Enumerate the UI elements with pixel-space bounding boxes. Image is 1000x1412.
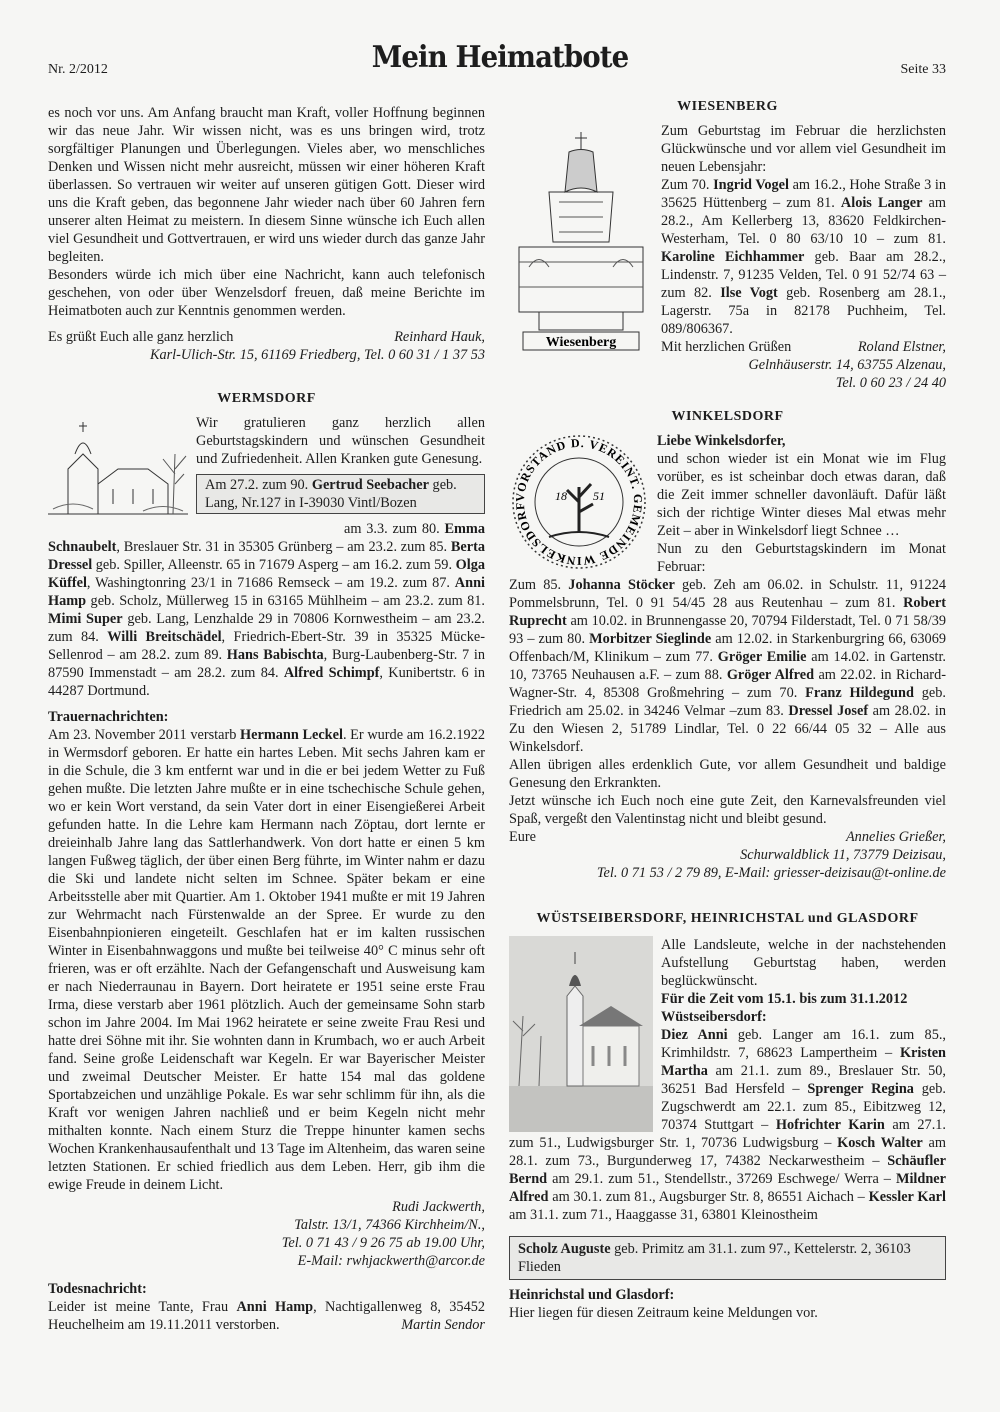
person-name: Ilse Vogt [720,285,778,301]
winkelsdorf-paragraph: Nun zu den Geburtstagskindern im Monat Februar: [657,541,946,575]
winkelsdorf-eure: Eure [509,829,536,845]
wiesenberg-section [509,122,946,392]
winkelsdorf-paragraph: und schon wieder ist ein Monat wie im Flug vorüber, es ist scheinbar doch etwas daran, daß die Zeit immer schneller davonläuft. Dafür läßt sich der richtige Winter dieses Mal etwas mehr Zeit – aber in Winkelsdorf liegt Schnee … [657,451,946,539]
church-photo [509,936,653,1132]
period-heading: Für die Zeit vom 15.1. bis zum 31.1.2012 [661,991,908,1007]
wermsdorf-section [48,414,485,700]
winkelsdorf-paragraph: Jetzt wünsche ich Euch noch eine gute Zeit, den Karnevalsfreunden viel Spaß, vergeßt den Valentinstag nicht und bleibt gesund. [509,793,946,827]
section-title-wuestseibersdorf: WÜSTSEIBERSDORF, HEINRICHSTAL und GLASDORF [536,911,919,926]
signature-name: Reinhard Hauk, [394,329,485,345]
wermsdorf-church-sketch [48,414,188,526]
person-name: Emma Schnaubelt [48,521,485,555]
sig-line: Talstr. 13/1, 74366 Kirchheim/N., [294,1217,485,1233]
winkelsdorf-salutation: Liebe Winkelsdorfer, [657,433,786,449]
person-name: Karoline Eichhammer [661,249,805,265]
issue-number: Nr. 2/2012 [48,62,108,77]
sig-line: Tel. 0 60 23 / 24 40 [835,375,946,391]
winkelsdorf-birthdays: Zum 85. Johanna Stöcker geb. Zeh am 06.02. in Schulstr. 11, 91224 Pommelsbrunn, Tel. 0 91 54/45 28 aus Reutenhau – zum 81. Robert Ruprecht am 10.02. in Brunnengasse 20, 70794 Filderstadt, Tel. 0 71 58/39 93 – zum 80. Morbitzer Sieglinde am 12.02. in Starkenburgring 66, 63069 Offenbach/M, Klinikum – zum 77. Gröger Emilie am 14.02. in Gartenstr. 10, 73765 Neuhausen a.F. – zum 88. Gröger Alfred am 22.02. in Richard-Wagner-Str. 4, 85308 Großmehring – zum 70. Franz Hildegund geb. Friedrich am 25.02. in 34246 Velmar –zum 83. Dressel Josef am 28.02. in Zu den Wiesen 2, 51789 Lindlar, Tel. 0 22 66/44 05 32 – Alle aus Winkelsdorf. [509,577,946,755]
seal-year-right: 51 [593,489,605,503]
sig-line: Gelnhäuserstr. 14, 63755 Alzenau, [748,357,946,373]
person-name: Schäufler Bernd [509,1153,946,1187]
section-title-wermsdorf: WERMSDORF [217,391,316,406]
person-name: Kosch Walter [837,1135,923,1151]
wiesenberg-greeting: Mit herzlichen Grüßen [661,339,792,355]
highlight-box-seebacher: Am 27.2. zum 90. Gertrud Seebacher geb. Lang, Nr.127 in I-39030 Vintl/Bozen [196,474,485,514]
subsection-title: Wüstseibersdorf: [661,1009,767,1025]
section-title-wiesenberg: WIESENBERG [677,99,778,114]
section-title-trauer: Trauernachrichten: [48,709,169,725]
person-name: Diez Anni [661,1027,728,1043]
sig-email: E-Mail: rwhjackwerth@arcor.de [297,1253,485,1269]
person-name: Mildner Alfred [509,1171,946,1205]
seal-year-left: 18 [555,489,567,503]
wuestseibersdorf-intro: Alle Landsleute, welche in der nachstehenden Aufstellung Geburtstag haben, werden beglückwünscht. [661,937,946,989]
seal-text: VORSTAND D. VEREINT. GEMEINDE WINKELSDORF [512,435,646,569]
wiesenberg-intro: Zum Geburtstag im Februar die herzlichsten Glückwünsche und vor allem viel Gesundheit im neuen Lebensjahr: [661,123,946,175]
wermsdorf-intro: Wir gratulieren ganz herzlich allen Geburtstagskindern und wünschen Gesundheit und Zufriedenheit. Allen Kranken gute Genesung. [196,415,485,467]
wiesenberg-image-label: Wiesenberg [545,335,617,350]
person-name: Alfred Schimpf [283,665,380,681]
right-column [509,98,946,1322]
publication-title: Mein Heimatbote [371,40,629,75]
section-title-tod: Todesnachricht: [48,1281,147,1297]
sig-email: Tel. 0 71 53 / 2 79 89, E-Mail: griesser-deizisau@t-online.de [596,865,946,881]
person-name: Hermann Leckel [240,727,343,743]
wermsdorf-birthdays: am 3.3. zum 80. Emma Schnaubelt, Breslauer Str. 31 in 35305 Grünberg – am 23.2. zum 85. Berta Dressel geb. Spiller, Alleenstr. 65 in 71679 Asperg – am 16.2. zum 59. Olga Küffel, Washingtonring 23/1 in 71686 Remseck – am 19.2. zum 87. Anni Hamp geb. Scholz, Müllerweg 15 in 63165 Mühlheim – am 23.2. zum 81. Mimi Super geb. Lang, Lenzhalde 29 in 70806 Kornwestheim – am 23.2. zum 84. Willi Breitschädel, Friedrich-Ebert-Str. 39 in 35325 Mücke-Sellenrod – am 28.2. zum 89. Hans Babischta, Burg-Laubenberg-Str. 7 in 87590 Immenstadt – am 28.2. zum 84. Alfred Schimpf, Kunibertstr. 6 in 44287 Dortmund. [48,521,485,699]
sig-line: Tel. 0 71 43 / 9 26 75 ab 19.00 Uhr, [281,1235,485,1251]
person-name: Gertrud Seebacher [311,477,429,493]
person-name: Hans Babischta [226,647,324,663]
person-name: Scholz Auguste [518,1241,611,1257]
person-name: Dressel Josef [788,703,869,719]
person-name: Robert Ruprecht [509,595,946,629]
person-name: Morbitzer Sieglinde [589,631,712,647]
section-title-winkelsdorf: WINKELSDORF [671,409,784,424]
winkelsdorf-seal [509,432,649,572]
person-name: Johanna Stöcker [568,577,675,593]
page-number: Seite 33 [900,62,946,77]
intro-paragraph: es noch vor uns. Am Anfang braucht man Kraft, voller Hoffnung beginnen wir das neue Jahr. Wir wissen nicht, was es uns bringen wird, trotz sorgfältiger Planungen und Überlegungen. Vieles aber, wo menschliches Denken und Wissen nicht mehr ausreicht, müssen wir einer höheren Kraft überlassen. So vertrauen wir weiter auf unseren gütigen Gott. Dieser wird uns die Kraft geben, das begonnene Jahr wieder nach über 60 Jahren fern unserer alten Heimat zu meistern. In diesem Sinne wünsche ich Euch allen viel Gesundheit und Gottvertrauen, er wird uns wieder durch das ganze Jahr begleiten. [48,105,485,265]
person-name: Berta Dressel [48,539,485,573]
person-name: Kessler Karl [868,1189,946,1205]
person-name: Hofrichter Karin [775,1117,885,1133]
person-name: Gröger Alfred [726,667,815,683]
wuestseibersdorf-section [509,936,946,1224]
winkelsdorf-section [509,432,946,882]
person-name: Anni Hamp [48,575,485,609]
subsection-title-heinrichstal: Heinrichstal und Glasdorf: [509,1287,675,1303]
death-notice: Leider ist meine Tante, Frau Anni Hamp, Nachtigallenweg 8, 35452 Heuchelheim am 19.11.2011 verstorben. [48,1299,486,1333]
wiesenberg-birthdays: Zum 70. Ingrid Vogel am 16.2., Hohe Straße 3 in 35625 Hüttenberg – zum 81. Alois Langer am 28.2., Am Kellerberg 13, 83620 Feldkirchen-Westerham, Tel. 0 80 63/10 10 – zum 81. Karoline Eichhammer geb. Baar am 28.2., Lindenstr. 7, 91235 Velden, Tel. 0 91 52/74 63 – zum 82. Ilse Vogt geb. Rosenberg am 28.1., Lagerstr. 75a in 82178 Puchheim, Tel. 089/806367. [661,177,946,337]
signature-name: Annelies Grießer, [845,829,946,845]
person-name: Kristen Martha [661,1045,946,1079]
signature-address: Karl-Ulich-Str. 15, 61169 Friedberg, Tel. 0 60 31 / 1 37 53 [149,347,485,363]
person-name: Sprenger Regina [807,1081,914,1097]
person-name: Olga Küffel [48,557,485,591]
person-name: Anni Hamp [236,1299,314,1315]
greeting: Es grüßt Euch alle ganz herzlich [48,329,234,345]
wiesenberg-column-drawing [509,122,653,352]
person-name: Ingrid Vogel [713,177,789,193]
person-name: Mimi Super [48,611,123,627]
signature-name: Roland Elstner, [857,339,946,355]
obituary-signature [48,1198,485,1270]
wuestseibersdorf-birthdays: Diez Anni geb. Langer am 16.1. zum 85., Krimhildstr. 7, 68623 Lampertheim – Kristen Martha am 21.1. zum 89., Breslauer Str. 50, 36251 Bad Hersfeld – Sprenger Regina geb. Zugschwerdt am 22.1. zum 85., Eibitzweg 12, 70374 Stuttgart – Hofrichter Karin am 27.1. zum 51., Ludwigsburger Str. 1, 70736 Ludwigsburg – Kosch Walter am 28.1. zum 73., Burgunderweg 17, 74382 Neckarwestheim – Schäufler Bernd am 29.1. zum 51., Stendellstr., 37269 Eschwege/ Werra – Mildner Alfred am 30.1. zum 81., Augsburger Str. 8, 86551 Aichach – Kessler Karl am 31.1. zum 71., Haaggasse 31, 63801 Kleinostheim [509,1027,946,1223]
highlight-box-scholz: Scholz Auguste geb. Primitz am 31.1. zum 97., Kettelerstr. 2, 36103 Flieden [509,1236,946,1280]
sig-line: Schurwaldblick 11, 73779 Deizisau, [740,847,946,863]
person-name: Alois Langer [840,195,923,211]
obituary-text: Am 23. November 2011 verstarb Hermann Leckel. Er wurde am 16.2.1922 in Wermsdorf geboren. Er hatte ein hartes Leben. Mit sechs Jahren kam er in die Schule, die 3 km entfernt war und in die er bei jedem Wetter zu Fuß gehen mußte. Die letzten Jahre mußte er in eine tschechische Schule gehen, wo er kein Wort verstand, da sein Vater dort in einer Eisengießerei Arbeit gefunden hatte. In die Lehre kam Hermann nach Zöptau, dort lernte er dreieinhalb Jahre lang das Sattlerhandwerk. Von dort hatte er einen 5 km langen Fußweg täglich, der über einen Berg führte, im Winter nahm er dazu die Ski und landete nicht selten im Schnee. Später bekam er eine Arbeitsstelle aber mit Quartier. Am 1. Oktober 1941 mußte er mit 19 Jahren zur Wehrmacht nach Fürstenwalde an der Spree. Er wurde zu den Eisenbahnpionieren eingeteilt. Geschlafen hat er im kalten russischen Winter in Eisenbahnwaggons und mußte bei teilweise 40° C minus sehr oft frieren, was er oft erzählte. Nach der Gefangenschaft und Ausweisung kam er nach Niederraunau in Bayern. Dort heiratete er 1951 seine erste Frau Irma, diese verstarb aber 1961 plötzlich. Auch der gemeinsame Sohn starb schon im Jahre 2004. Im Mai 1962 heiratete er seine zweite Frau Resi und hatte drei Söhne mit ihr. Sie wohnten dann in Krumbach, wo er auch Arbeit fand. Seine große Leidenschaft war Kegeln. Er war Bayerischer Meister und zweimal Deutscher Meister. Er hatte 154 mal das goldene Sportabzeichen und unzählige Pokale. Es war sehr schlimm für ihn, als die Kraft vor wenigen Jahren nachließ und er beim Kegeln nicht mehr mithalten konnte. Nach einem Sturz die Treppe hinunter kamen sechs Wochen Krankenhausaufenthalt und 13 Tage im Altenheim, das waren seine letzten Stationen. Er schied friedlich aus dem Leben. Herr, gib ihm die ewige Freude in deinem Licht. [48,727,486,1193]
person-name: Gröger Emilie [717,649,807,665]
sig-line: Rudi Jackwerth, [392,1199,485,1215]
heinrichstal-text: Hier liegen für diesen Zeitraum keine Meldungen vor. [509,1305,818,1321]
person-name: Franz Hildegund [805,685,914,701]
death-notice-signature: Martin Sendor [401,1317,485,1333]
winkelsdorf-paragraph: Allen übrigen alles erdenklich Gute, vor allem Gesundheit und baldige Genesung den Erkrankten. [509,757,946,791]
intro-paragraph-2: Besonders würde ich mich über eine Nachricht, kann auch telefonisch geschehen, von oder über Wenzelsdorf freuen, daß meine Berichte im Heimatboten auch zur Kenntnis genommen werden. [48,267,485,319]
person-name: Willi Breitschädel [107,629,222,645]
left-column [48,104,485,1334]
